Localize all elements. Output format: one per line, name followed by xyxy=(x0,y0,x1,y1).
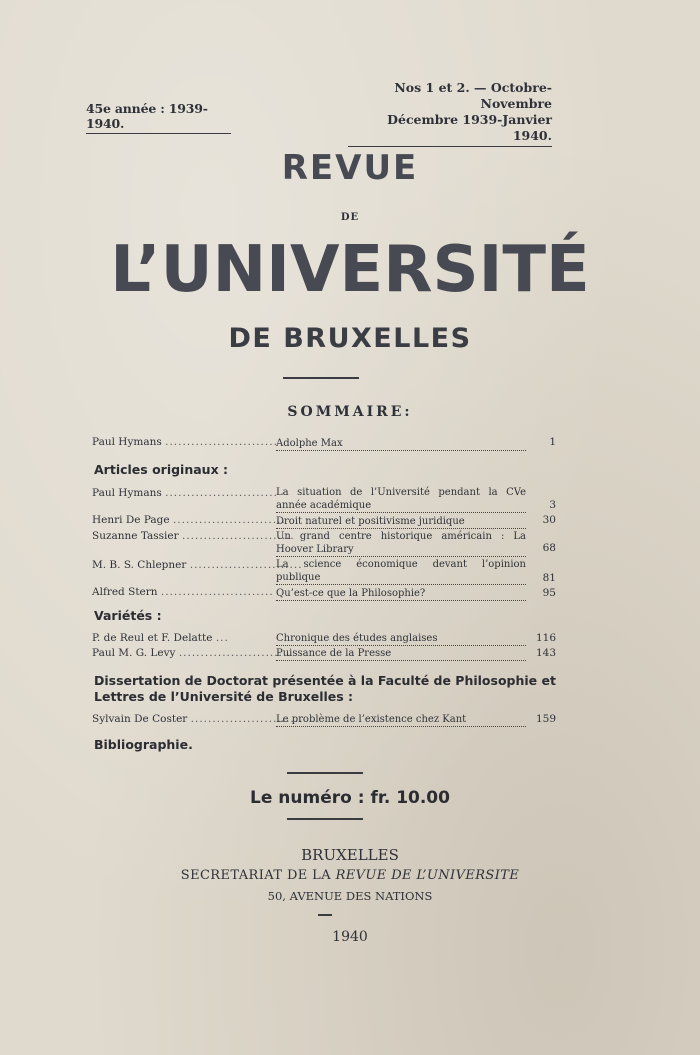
toc-author: Paul M. G. Levy .......................... xyxy=(92,647,292,659)
masthead-revue: REVUE xyxy=(281,148,419,188)
toc-page: 159 xyxy=(535,713,556,725)
toc-page: 1 xyxy=(549,436,556,448)
toc-author: Henri De Page .......................... xyxy=(92,514,286,526)
issue-line-1: Nos 1 et 2. — Octobre-Novembre xyxy=(394,80,552,111)
toc-title: Puissance de la Presse xyxy=(276,647,526,661)
publication-year: 1940 xyxy=(332,929,368,945)
toc-page: 81 xyxy=(542,572,556,584)
bibliographie-heading: Bibliographie. xyxy=(94,737,193,752)
sommaire-heading: SOMMAIRE: xyxy=(287,404,413,420)
toc-title: Chronique des études anglaises xyxy=(276,632,526,646)
masthead-divider xyxy=(283,377,359,379)
masthead-universite: L’UNIVERSITÉ xyxy=(110,233,590,307)
publisher-secretariat: SECRETARIAT DE LA REVUE DE L’UNIVERSITE xyxy=(180,868,520,883)
publisher-city: BRUXELLES xyxy=(301,846,399,864)
issue-line-2: Décembre 1939-Janvier 1940. xyxy=(387,112,552,143)
toc-author: Alfred Stern .......................... xyxy=(92,586,274,598)
toc-title: La science économique devant l’opinion publique xyxy=(276,559,526,583)
toc-author: Sylvain De Coster .......................... xyxy=(92,713,304,725)
price-divider-top xyxy=(287,772,363,774)
toc-title: Le problème de l’existence chez Kant xyxy=(276,713,526,727)
toc-page: 116 xyxy=(535,632,556,644)
dissertation-heading: Dissertation de Doctorat présentée à la Faculté de Philosophie et Lettres de l’Université de Bruxelles : xyxy=(94,673,556,704)
toc-title: Adolphe Max xyxy=(276,437,526,451)
toc-title: Un grand centre historique américain : La Hoover Library xyxy=(276,531,526,555)
toc-title: La situation de l’Université pendant la CVe année académique xyxy=(276,487,526,511)
toc-page: 95 xyxy=(542,587,556,599)
price-divider-bottom xyxy=(287,818,363,820)
toc-page: 68 xyxy=(542,542,556,554)
volume-label: 45e année : 1939-1940. xyxy=(86,101,231,134)
price-label: Le numéro : fr. 10.00 xyxy=(250,788,450,808)
toc-page: 30 xyxy=(542,514,556,526)
toc-author: Paul Hymans .......................... xyxy=(92,436,278,448)
issue-label xyxy=(348,80,552,147)
toc-author: Suzanne Tassier .......................... xyxy=(92,530,295,542)
section-varietes-heading: Variétés : xyxy=(94,608,162,623)
toc-page: 143 xyxy=(535,647,556,659)
toc-author: M. B. S. Chlepner .......................... xyxy=(92,559,303,571)
masthead-bruxelles: DE BRUXELLES xyxy=(228,323,472,354)
toc-page: 3 xyxy=(549,499,556,511)
section-articles-heading: Articles originaux : xyxy=(94,462,228,477)
publisher-address: 50, AVENUE DES NATIONS xyxy=(267,889,433,903)
masthead-de: DE xyxy=(340,212,360,223)
year-dash xyxy=(318,914,332,916)
toc-author: Paul Hymans .......................... xyxy=(92,487,278,499)
toc-title: Droit naturel et positivisme juridique xyxy=(276,515,526,529)
toc-title: Qu’est-ce que la Philosophie? xyxy=(276,587,526,601)
toc-author: P. de Reul et F. Delatte ... xyxy=(92,632,229,644)
